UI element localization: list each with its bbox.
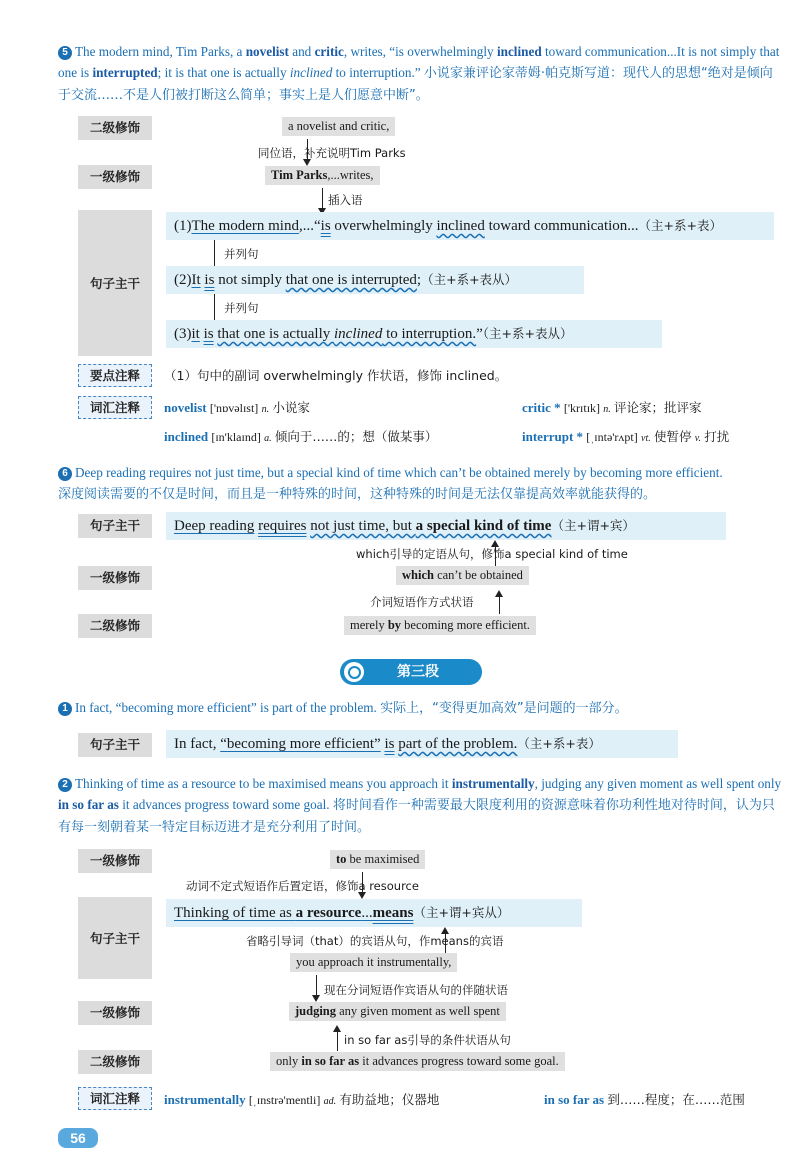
vocab-interrupt: interrupt * [ˌɪntə'rʌpt] vt. 使暂停 v. 打扰: [522, 429, 730, 444]
adverbial-note: 介词短语作方式状语: [370, 595, 474, 609]
vocab-instrumentally: instrumentally [ˌɪnstrə'mentli] ad. 有助益地；仪器地: [164, 1092, 440, 1107]
label-secondary-modifier: 二级修饰: [78, 1050, 152, 1074]
coordinate-note: 并列句: [224, 301, 259, 315]
label-primary-modifier: 一级修饰: [78, 1001, 152, 1025]
vocab-in-so-far-as: in so far as 到……程度；在……范围: [544, 1092, 745, 1107]
search-icon: [344, 662, 364, 682]
page-number: 56: [58, 1128, 98, 1148]
label-main-clause: 句子主干: [78, 733, 152, 757]
connector-line: [322, 188, 323, 210]
main-clause: In fact, “becoming more efficient” is part of the problem.（主+系+表）: [166, 730, 678, 758]
sentence-number-badge: 2: [58, 778, 72, 792]
label-main-clause: 句子主干: [78, 897, 152, 979]
label-primary-modifier: 一级修饰: [78, 849, 152, 873]
connector-line: [214, 240, 215, 266]
condition-box: only in so far as it advances progress toward some goal.: [270, 1052, 565, 1071]
paragraph-6-translation: 深度阅读需要的不仅是时间，而且是一种特殊的时间，这种特殊的时间是无法仅靠提高效率就能获得的。: [58, 487, 657, 502]
vocab-critic: critic * ['krɪtɪk] n. 评论家；批评家: [522, 400, 702, 415]
participle-box: judging any given moment as well spent: [289, 1002, 506, 1021]
condition-note: in so far as引导的条件状语从句: [344, 1033, 511, 1047]
sentence-number-badge: 1: [58, 702, 72, 716]
connector-line: [214, 294, 215, 320]
label-primary-modifier: 一级修饰: [78, 566, 152, 590]
label-primary-modifier: 一级修饰: [78, 165, 152, 189]
connector-line: [337, 1031, 338, 1051]
paragraph-5: 5 The modern mind, Tim Parks, a novelist and critic, writes, “is overwhelmingly inclined toward communication...It is not simply that one is interrupted; it is that one is actually inclined to interruption.” 小说家兼评论家蒂姆·帕克斯写道：现代人的思想“绝对是倾向于交流……不是人们被打断这么简单；事实上是人们愿意中断”。: [58, 44, 780, 103]
infinitive-box: to be maximised: [330, 850, 425, 869]
label-main-clause: 句子主干: [78, 210, 152, 356]
key-note-label: 要点注释: [78, 364, 152, 387]
main-clause: Thinking of time as a resource...means（主+谓+宾从）: [166, 899, 582, 927]
object-clause-note: 省略引导词（that）的宾语从句，作means的宾语: [246, 934, 504, 948]
infinitive-note: 动词不定式短语作后置定语，修饰a resource: [186, 879, 419, 893]
paragraph-3-sentence-2: 2 Thinking of time as a resource to be maximised means you approach it instrumentally, judging any given moment as well spent only in so far as it advances progress toward some goal. 将时间看作一种需要最大限度利用的资源意味着你功利性地对待时间，认为只有每一刻朝着某一特定目标迈进才是充分利用了时间。: [58, 776, 782, 835]
vocab-label: 词汇注释: [78, 396, 152, 419]
label-main-clause: 句子主干: [78, 514, 152, 538]
coordinate-note: 并列句: [224, 247, 259, 261]
main-clause-1: (1)The modern mind,...“is overwhelmingly inclined toward communication...（主+系+表）: [166, 212, 774, 240]
adverbial-box: merely by becoming more efficient.: [344, 616, 536, 635]
sentence-number-badge: 5: [58, 46, 72, 60]
label-secondary-modifier: 二级修饰: [78, 614, 152, 638]
key-note-text: （1）句中的副词 overwhelmingly 作状语，修饰 inclined。: [164, 368, 508, 383]
participle-note: 现在分词短语作宾语从句的伴随状语: [324, 983, 508, 997]
sentence-number-badge: 6: [58, 467, 72, 481]
paragraph-6: 6 Deep reading requires not just time, but a special kind of time which can’t be obtained merely by becoming more efficient. 深度阅读需要的不仅是时间，而且是一种特殊的时间，这种特殊的时间是无法仅靠提高效率就能获得的。: [58, 465, 723, 502]
vocab-inclined: inclined [ɪn'klaɪnd] a. 倾向于……的；想（做某事）: [164, 429, 438, 444]
appositive-box: a novelist and critic,: [282, 117, 395, 136]
vocab-label: 词汇注释: [78, 1087, 152, 1110]
section-banner: 第三段: [340, 659, 482, 685]
main-clause: Deep reading requires not just time, but a special kind of time（主+谓+宾）: [166, 512, 726, 540]
paragraph-3-sentence-1: 1 In fact, “becoming more efficient” is part of the problem. 实际上，“变得更加高效”是问题的一部分。: [58, 697, 783, 719]
label-secondary-modifier: 二级修饰: [78, 116, 152, 140]
paragraph-5-translation: 小说家兼评论家蒂姆·帕克斯写道：现代人的思想“绝对是倾向于交流……不是人们被打断这么简单；事实上是人们愿意中断”。: [58, 66, 773, 103]
relative-clause-box: which can’t be obtained: [396, 566, 529, 585]
appositive-note: 同位语，补充说明Tim Parks: [258, 146, 406, 160]
connector-line: [316, 975, 317, 997]
main-clause-2: (2)It is not simply that one is interrupted;（主+系+表从）: [166, 266, 584, 294]
vocab-novelist: novelist ['nɒvəlɪst] n. 小说家: [164, 400, 310, 415]
insert-phrase-note: 插入语: [328, 193, 363, 207]
main-clause-3: (3)it is that one is actually inclined to interruption.”（主+系+表从）: [166, 320, 662, 348]
object-clause-box: you approach it instrumentally,: [290, 953, 457, 972]
connector-line: [499, 596, 500, 614]
insert-phrase-box: Tim Parks,...writes,: [265, 166, 380, 185]
relative-clause-note: which引导的定语从句，修饰a special kind of time: [356, 547, 628, 561]
arrow-down-icon: [312, 995, 320, 1002]
